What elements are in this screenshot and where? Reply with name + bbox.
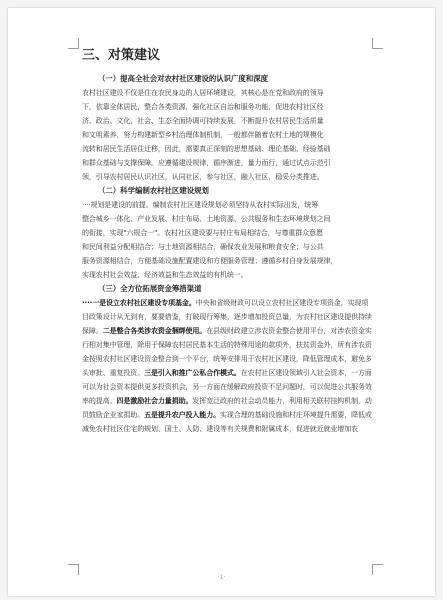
text-run: 实现合理的基础设施和村庄环境提升需要，降低或减免农村社区住宅的规划、国土、人防、建设等有关规费和附属成本，促进就近就业增加农	[82, 411, 372, 433]
text-run: 在农村社区建设领域引入社会资本，一方面可以为社会资本提供更多投资机会，另一方面在缓解政府投资不足问题时，可以促进公共服务效率的提高。	[82, 369, 372, 405]
crop-mark-top-left	[68, 38, 79, 49]
paragraph-line: 实现农村社会效益、经济效益和生态效益的有机统一。	[82, 271, 248, 279]
bold-lead-phrase: ····一是设立农村社区建设专项基金。	[82, 299, 196, 307]
subsection-heading: （一）提高全社会对农村社区建设的认识广度和深度	[98, 74, 268, 83]
paragraph-line: ····规划是建设的前提。编制农村社区建设规划必须坚持从农村实际出发，统筹	[82, 201, 319, 209]
paragraph-line: 农村社区建设不仅是住在农民身边的人居环境建设，其核心是在党和政府的领导	[82, 89, 324, 97]
paragraph-line: 和文明素养，努力构建新型乡村治理体制机制，一般都伴随着农村土地的规模化	[82, 131, 324, 139]
paragraph-line: 服务资源相结合，方便基础设施配置建设和方便服务管理；遵循乡村自身发展规律，	[82, 257, 338, 265]
paragraph-line: 整合城乡一体化、产业发展、村庄布局、土地资源、公共服务和生态环境规划之间	[82, 215, 331, 223]
paragraph-line: 领，引导农村居民认识社区，认同社区，参与社区，融入社区，稳妥分类推进。	[82, 173, 324, 181]
page-footer: ·1·	[217, 574, 226, 581]
bold-lead-phrase: 四是激励社会力量捐助。	[116, 397, 193, 405]
section-blocks	[82, 72, 374, 436]
paragraph-line: 和民间利益分配相结合；与土地资源相结合，确保农业发展和粮食安全；与公共	[82, 243, 324, 251]
paragraph	[82, 198, 374, 282]
text-run: 发挥宽泛政府的社会动员能力，利用相关联村挂钩机制，动员鼓励企业家捐助。	[82, 397, 372, 419]
subsection-heading: （三）全方位拓展资金筹措渠道	[98, 284, 202, 293]
bold-lead-phrase: 五是提升农户投入能力。	[144, 411, 221, 419]
paragraph	[82, 296, 374, 436]
section-title: 三、对策建议	[82, 48, 161, 63]
subsection-heading: （二）科学编制农村社区建设规划	[98, 186, 209, 195]
paragraph	[82, 86, 374, 184]
bold-lead-phrase: 二是整合各类涉农资金捆绑使用。	[102, 327, 207, 335]
document-body[interactable]	[82, 46, 374, 436]
bold-lead-phrase: 三是引入和推广公私合作模式。	[144, 369, 241, 377]
paragraph-line: 济、政治、文化、社会、生态全面协调可持续发展，不断提升农村居民生活质量	[82, 117, 324, 125]
paragraph-line: 下，依靠全体居民，整合各类资源，强化社区自治和服务功能，促进农村社区经	[82, 103, 324, 111]
text-run: 中央和省级财政可以设立农村社区建设专项资金，实现项目政策设计从无到有，要要借鉴，打破现行筹集，逐步增加投资总量，为农村社区建设提供持续保障。	[82, 299, 372, 335]
paragraph-line: 流转和居民生活居住迁移，因此，需要真正深刻的思想基础、理论基础、经验基础	[82, 145, 331, 153]
paragraph-line: 和群众基础与支撑保障。应遵循建设规律，循序渐进，量力而行，通过试点示范引	[82, 159, 331, 167]
text-run: 在县级财政建立涉农资金整合使用平台，对涉农资金实行相对集中管理，除用于保障农村居民基本生活的特殊用途的款项外，扶贫资金外，所有涉农资金按照农村社区建设资金整合到一个平台，统筹安排用于农村社区建设，降低管理成本，避免多头审批、重复投资。	[82, 327, 372, 377]
document-page	[8, 8, 435, 596]
paragraph-line: 的衔接，实现"六规合一"。农村社区建设要与村庄布局相结合，与尊重群众意愿	[82, 229, 323, 237]
